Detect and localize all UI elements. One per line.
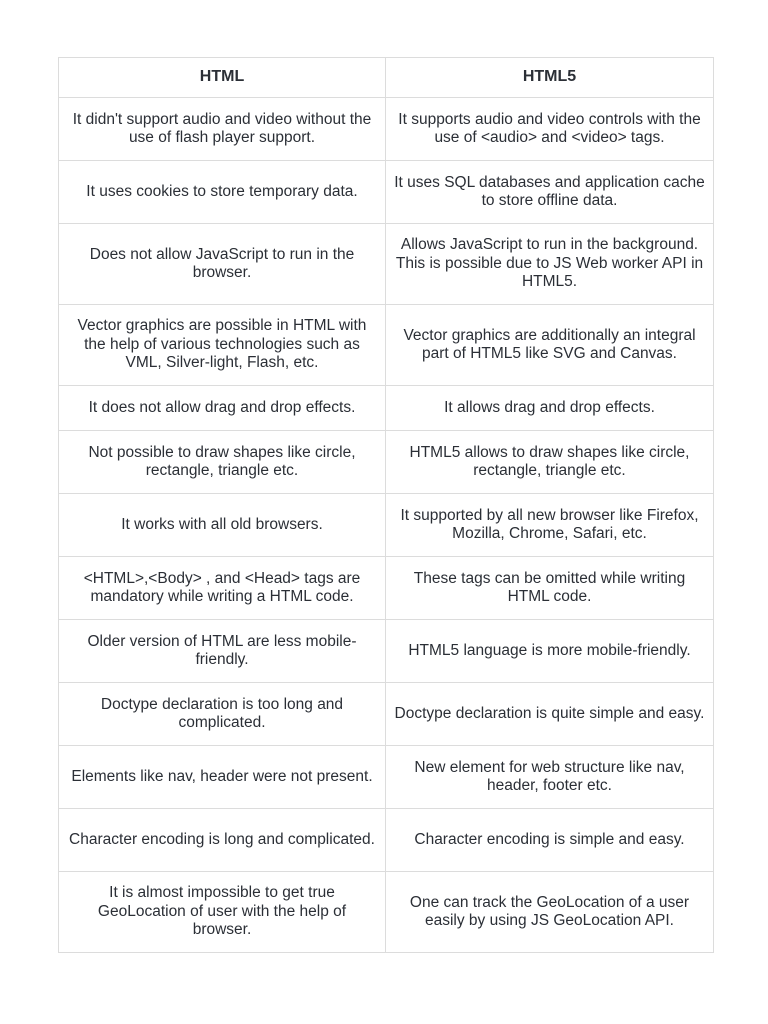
table-row — [59, 872, 714, 953]
table-cell-html5: It uses SQL databases and application cache to store offline data. — [386, 161, 714, 224]
table-row — [59, 161, 714, 224]
table-row — [59, 494, 714, 557]
table-cell-html5: Character encoding is simple and easy. — [386, 809, 714, 872]
table-cell-html: Character encoding is long and complicated. — [59, 809, 386, 872]
table-cell-html5: New element for web structure like nav, header, footer etc. — [386, 746, 714, 809]
comparison-table — [58, 57, 714, 953]
table-row — [59, 224, 714, 305]
table-cell-html: Older version of HTML are less mobile-friendly. — [59, 620, 386, 683]
table-row — [59, 809, 714, 872]
table-cell-html: It uses cookies to store temporary data. — [59, 161, 386, 224]
table-cell-html: It didn't support audio and video without the use of flash player support. — [59, 98, 386, 161]
table-cell-html5: HTML5 language is more mobile-friendly. — [386, 620, 714, 683]
table-cell-html: Elements like nav, header were not present. — [59, 746, 386, 809]
table-row — [59, 557, 714, 620]
table-cell-html: Does not allow JavaScript to run in the browser. — [59, 224, 386, 305]
column-header-html5: HTML5 — [386, 58, 714, 98]
table-row — [59, 431, 714, 494]
table-cell-html5: Vector graphics are additionally an integral part of HTML5 like SVG and Canvas. — [386, 305, 714, 386]
table-row — [59, 98, 714, 161]
table-cell-html5: Doctype declaration is quite simple and easy. — [386, 683, 714, 746]
table-cell-html: It is almost impossible to get true GeoLocation of user with the help of browser. — [59, 872, 386, 953]
table-cell-html: Vector graphics are possible in HTML with the help of various technologies such as VML, Silver-light, Flash, etc. — [59, 305, 386, 386]
table-cell-html: <HTML>,<Body> , and <Head> tags are mandatory while writing a HTML code. — [59, 557, 386, 620]
table-cell-html5: It allows drag and drop effects. — [386, 386, 714, 431]
table-row — [59, 386, 714, 431]
table-cell-html5: Allows JavaScript to run in the background. This is possible due to JS Web worker API in HTML5. — [386, 224, 714, 305]
table-cell-html: It works with all old browsers. — [59, 494, 386, 557]
table-row — [59, 683, 714, 746]
header-row — [59, 58, 714, 98]
table-cell-html5: One can track the GeoLocation of a user easily by using JS GeoLocation API. — [386, 872, 714, 953]
table-body — [59, 98, 714, 953]
column-header-html: HTML — [59, 58, 386, 98]
table-cell-html: It does not allow drag and drop effects. — [59, 386, 386, 431]
comparison-table-container — [58, 57, 713, 953]
table-row — [59, 305, 714, 386]
table-cell-html: Doctype declaration is too long and complicated. — [59, 683, 386, 746]
table-row — [59, 746, 714, 809]
table-cell-html5: These tags can be omitted while writing HTML code. — [386, 557, 714, 620]
table-cell-html5: It supported by all new browser like Firefox, Mozilla, Chrome, Safari, etc. — [386, 494, 714, 557]
table-cell-html5: It supports audio and video controls with the use of <audio> and <video> tags. — [386, 98, 714, 161]
table-cell-html: Not possible to draw shapes like circle, rectangle, triangle etc. — [59, 431, 386, 494]
table-row — [59, 620, 714, 683]
table-cell-html5: HTML5 allows to draw shapes like circle, rectangle, triangle etc. — [386, 431, 714, 494]
table-header — [59, 58, 714, 98]
